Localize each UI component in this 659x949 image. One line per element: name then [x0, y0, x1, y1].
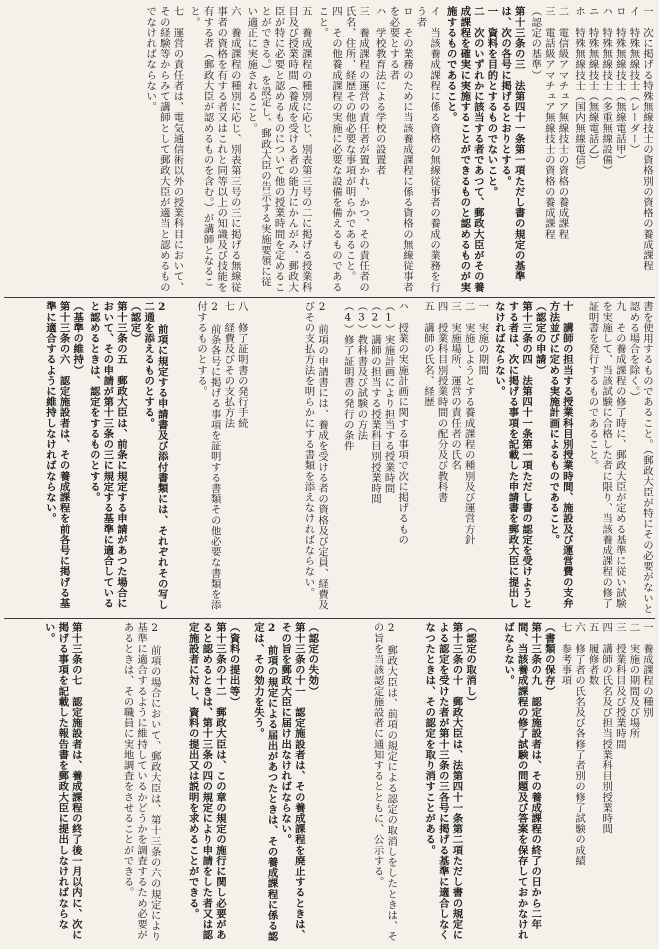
text-column: 三 養成課程の運営の責任者が置かれ、かつ、その責任者の氏名、住所、経歴その他必要な事項が明らかであること。 四 その他養成課程の実施に必要な設備を備えるものであること。	[316, 6, 370, 293]
text-column: 一 次に掲げる特殊無線技士の資格別の資格の養成課程 イ 特殊無線技士（レーダー） ロ 特殊無線技士（無線電話甲） ハ 特殊無線技士（多重無線設備） ニ 特殊無線技士（無線電話乙） ホ 特殊無線技士（国内無線電信）	[573, 6, 653, 271]
article-column: （書類の保存） 第十三条の九 認定施設者は、その養成課程の終了の日から二年間、当該養成課程の修了試験の問題及び答案を保存しておかなければならない。	[502, 622, 555, 940]
article-column: （基準の維持） 第十三条の六 認定施設者は、その養成課程を前各号に掲げる基準に適合するように維持しなければならない。	[43, 301, 84, 609]
tier-divider	[4, 297, 655, 298]
tier-top	[6, 6, 653, 293]
text-column: 六 養成課程の種別に応じ、別表第三号の三に掲げる無線従事者の資格を有する者又はこれと同等以上の知識及び技能を有する者（郵政大臣が認めるものを含む。）が講師となること。	[188, 6, 241, 293]
tier-divider	[4, 618, 655, 619]
text-column: 七 運営の責任者は、電気通信術以外の授業科目において、その経験等からみて講師として郵政大臣が適当と認めるものでなければならない。	[144, 6, 184, 293]
text-column: 一 養成課程の種別 二 実施の期間及び場所 三 授業科目及び授業時間 四 講師の氏名及び担当授業科目別授業時間 五 履修者数 六 修了者の氏名及び各修了者別の修了試験の成績 七 参考事項	[559, 622, 653, 866]
text-column: 書を使用するものであること。（郵政大臣が特にその必要がないと認める場合を除く。） 九 その養成課程の修了時に、郵政大臣が定める基準に従い試験を実施して、当該試験に合格した者に限り、当該養成課程の修了証明書を発行するものであること。	[586, 301, 653, 614]
text-column: 二 電信級アマチュア無線技士の資格の養成課程 三 電話級アマチュア無線技士の資格の養成課程 （認定の基準）	[529, 6, 569, 240]
article-column: 第十三条の七 認定施設者は、養成課程の終了後一月以内に、次に掲げる事項を記載した報告書を郵政大臣に提出しなければならない。	[42, 622, 82, 940]
text-column: 2 前項の申請書には、養成を受ける者の資格及び定員、経費及びその支払方法を明らかにする書類を添えなければならない。	[302, 301, 329, 610]
article-column: （資料の提出等） 第十三条の十二 郵政大臣は、この章の規定の施行に関し必要があると認めるときは、第十三条の四の規定により申請をした者又は認定施設者に対し、資料の提出又は説明を求めることができる。	[186, 622, 240, 940]
text-column: 2 前項の場合において、郵政大臣は、第十三条の六の規定により基準に適合するように維持しているかどうかを調査するため必要があるときは、その職員に実地調査をさせることができる。	[121, 622, 161, 942]
text-column: ハ 授業の実施計画に関する事項で次に掲げるもの （1）実施計画により担当する授業時間 （2）講師の担当する授業科目別授業時間 （3）教科書及び試験の方法 （4）修了証明書の発行の条件	[341, 301, 409, 545]
text-column: 八 修了証明書の発行手続 七 経費及びその支払方法 2 前条各号に掲げる事項を証明する書類その他必要な書類を添付するものとする。	[195, 301, 248, 610]
text-column: 五 養成課程の種別に応じ、別表第三号の二に掲げる授業科目及び授業時間（養成を受ける者の能力にかんがみ、郵政大臣が特に必要と認めるものについて他の授業時間を定めることができる。）を設定し、郵政大臣の告示する実施要領に従い適正に実施されること。	[245, 6, 312, 293]
article-column: （認定の失効） 第十三条の十一 認定施設者は、その養成課程を廃止するときは、その旨を郵政大臣に届け出なければならない。 2 前項の規定による届出があつたときは、その養成課程に係る認定は、その効力を失う。	[251, 622, 319, 942]
text-column: イ 当該養成課程に係る資格の無線従事者の養成の業務を行う者 ロ その業務のために当該養成課程に係る資格の無線従事者を必要とする者 ハ 学校教育法による学校の設置者	[373, 6, 441, 293]
text-column: 2 郵政大臣は、前項の規定による認定の取消しをしたときは、その旨を当該認定施設者に通知するとともに、公示する。	[371, 622, 398, 942]
text-column: 一 実施の期間 二 実施しようとする養成課程の種別及び運営方針 三 実施場所、運営の責任者の氏名 四 授業科目別授業時間の配分及び教科書 五 講師の氏名、経歴	[421, 301, 489, 545]
tier-middle	[6, 301, 653, 614]
tier-bottom	[6, 622, 653, 943]
article-column: 十 講師の担当する授業科目別授業時間、施設及び運営費の支弁方法並びに定める実施計画によるものであること。 （認定の申請） 第十三条の四 法第四十一条第一項ただし書の認定を受けようとする者は、次に掲げる事項を記載した申請書を郵政大臣に提出しなければならない。	[492, 301, 573, 609]
article-column: 2 前項に規定する申請書及び添付書類には、それぞれその写し二通を添えるものとする。 （認定） 第十三条の五 郵政大臣は、前条に規定する申請があつた場合において、その申請が第十三条の三に規定する基準に適合していると認めるときは、認定をするものとする。	[87, 301, 168, 610]
article-column: 第十三条の三 法第四十一条第一項ただし書の規定の基準は、次の各号に掲げるとおりとする。 一 資料を目的とするものでないこと。 二 次のいずれかに該当する者であつて、郵政大臣がその養成課程を確実に実施することができるものと認めるものが実施するものであること。	[444, 6, 525, 293]
article-column: （認定の取消し） 第十三条の十 郵政大臣は、法第四十一条第二項ただし書の規定による認定を受けた者が第十三条の三各号に掲げる基準に適合しなくなつたときは、その認定を取り消すことがある。	[423, 622, 477, 940]
